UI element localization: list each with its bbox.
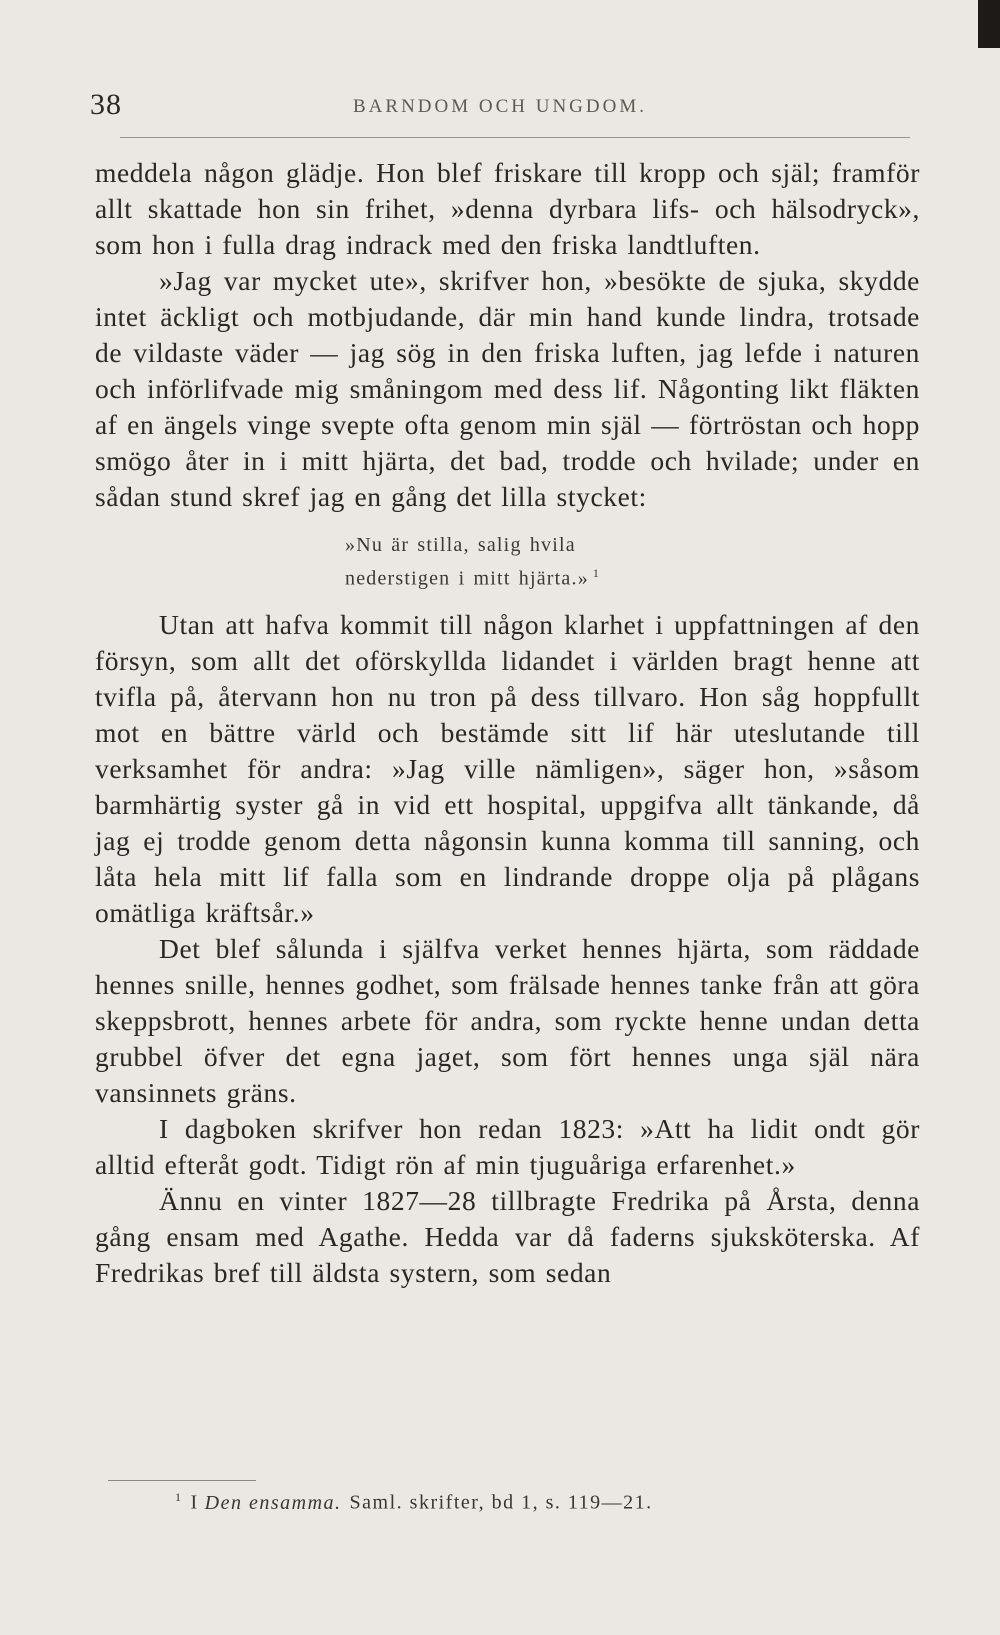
scan-corner-shadow xyxy=(978,0,1000,48)
running-head: BARNDOM OCH UNGDOM. xyxy=(353,96,647,117)
footnote-mark: 1 xyxy=(175,1490,183,1504)
body-text xyxy=(95,155,920,1291)
footnote-citation: Saml. skrifter, bd 1, s. 119—21. xyxy=(349,1491,653,1514)
footnote-reference: 1 xyxy=(592,566,601,580)
paragraph-4: Det blef sålunda i själfva verket hennes hjärta, som räddade hennes snille, hennes godhet, som frälsade hennes tanke från att göra skeppsbrott, hennes arbete för andra, som ryckte henne undan detta grubbel öfver det egna jaget, som fört hennes unga själ nära vansinnets gräns. xyxy=(95,932,920,1108)
footnote-rule xyxy=(108,1480,256,1481)
page-header xyxy=(90,88,910,128)
header-rule xyxy=(120,137,910,138)
paragraph-6: Ännu en vinter 1827—28 tillbragte Fredrika på Årsta, denna gång ensam med Agathe. Hedda var då faderns sjuksköterska. Af Fredrikas bref till äldsta systern, som sedan xyxy=(95,1184,920,1288)
paragraph-1: meddela någon glädje. Hon blef friskare till kropp och själ; framför allt skattade hon sin frihet, »denna dyrbara lifs- och hälsodryck», som hon i fulla drag indrack med den friska landtluften. xyxy=(95,157,920,260)
paragraph-5: I dagboken skrifver hon redan 1823: »Att ha lidit ondt gör alltid efteråt godt. Tidigt rön af min tjuguåriga erfarenhet.» xyxy=(95,1112,920,1180)
footnote xyxy=(175,1490,915,1515)
page-number: 38 xyxy=(90,88,122,121)
footnote-prefix: I xyxy=(190,1491,199,1514)
verse-line-2: nederstigen i mitt hjärta.» xyxy=(345,567,589,590)
paragraph-3: Utan att hafva kommit till någon klarhet i uppfattningen af den försyn, som allt det oförskyllda lidandet i världen bragt henne att tvifla på, återvann hon nu tron på dess tillvaro. Hon såg hoppfullt mot en bättre värld och bestämde sitt lif här uteslutande till verksamhet för andra: »Jag ville nämligen», säger hon, »såsom barmhärtig syster gå in vid ett hospital, uppgifva allt tänkande, då jag ej trodde genom detta någonsin kunna komma till sanning, och låta hela mitt lif falla som en lindrande droppe olja på plågans omätliga kräftsår.» xyxy=(95,608,920,928)
paragraph-2: »Jag var mycket ute», skrifver hon, »besökte de sjuka, skydde intet äckligt och motbjudande, där min hand kunde lindra, trotsade de vildaste väder — jag sög in den friska luften, jag lefde i naturen och införlifvade mig småningom med dess lif. Någonting likt fläkten af en ängels vinge svepte ofta genom min själ — förtröstan och hopp smögo åter in i mitt hjärta, det bad, trodde och hvilade; under en sådan stund skref jag en gång det lilla stycket: xyxy=(95,265,920,512)
verse-line-1: »Nu är stilla, salig hvila xyxy=(345,534,576,556)
verse-quote xyxy=(95,531,920,593)
verse-line-2-wrap xyxy=(345,559,920,593)
footnote-title: Den ensamma. xyxy=(204,1491,342,1514)
